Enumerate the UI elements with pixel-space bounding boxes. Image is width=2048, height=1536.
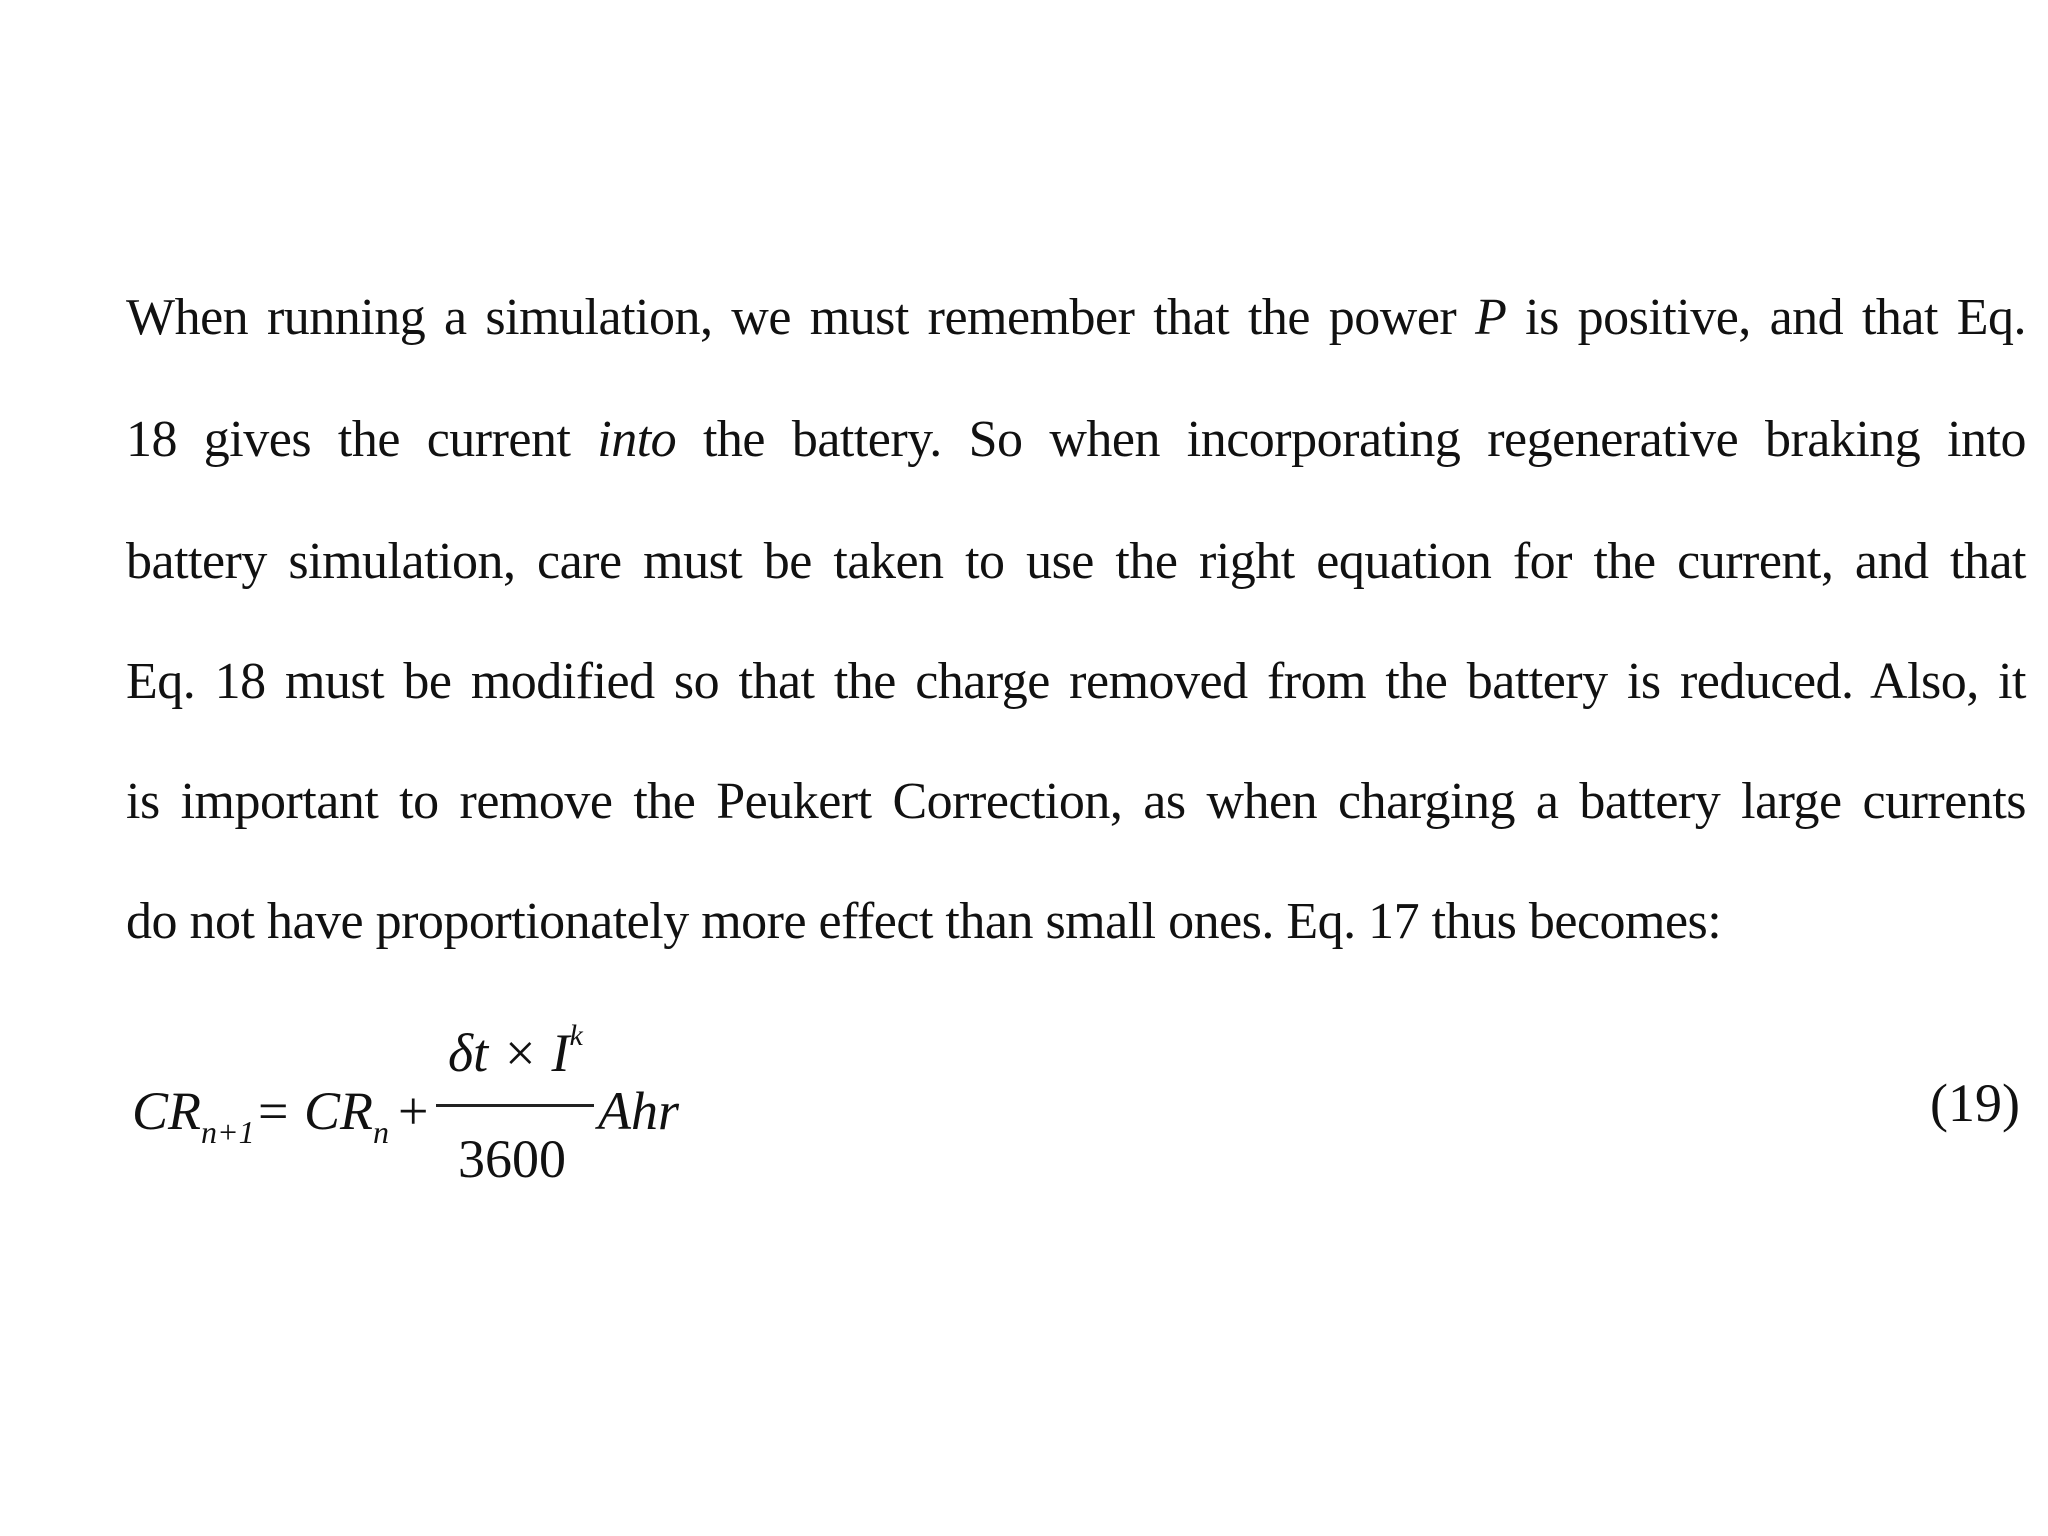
paragraph-line-2 xyxy=(126,410,2026,470)
charge-removed-symbol: CR xyxy=(132,1081,202,1141)
fraction-denominator: 3600 xyxy=(458,1129,566,1189)
equals-sign: = xyxy=(258,1081,289,1141)
unit-ahr: Ahr xyxy=(598,1081,679,1141)
charge-removed-symbol: CR xyxy=(304,1081,374,1141)
paragraph-line-4: Eq. 18 must be modified so that the charge removed from the battery is reduced. Also, it xyxy=(126,653,2026,710)
paragraph-line-1 xyxy=(126,288,2026,348)
equation-19 xyxy=(126,1020,2026,1200)
equation-number: (19) xyxy=(1930,1073,2020,1133)
text-run: is positive, and that Eq. xyxy=(1506,289,2026,346)
equation-lhs xyxy=(132,1080,255,1150)
fraction-numerator xyxy=(448,1019,583,1084)
text-run: the battery. So when incorporating regenerative braking into xyxy=(676,411,2027,468)
plus-sign: + xyxy=(398,1081,429,1141)
emphasis-into: into xyxy=(597,411,677,468)
paragraph-line-3: battery simulation, care must be taken to use the right equation for the current, and that xyxy=(126,533,2026,590)
fraction-bar xyxy=(436,1104,594,1107)
subscript-n: n xyxy=(373,1114,390,1150)
paragraph-line-6: do not have proportionately more effect than small ones. Eq. 17 thus becomes: xyxy=(126,893,1722,950)
equation-rhs-term xyxy=(304,1080,390,1150)
paragraph-line-5: is important to remove the Peukert Correction, as when charging a battery large currents xyxy=(126,773,2026,830)
text-run: When running a simulation, we must remember that the power xyxy=(126,289,1476,346)
subscript-n-plus-1: n+1 xyxy=(201,1114,255,1150)
peukert-exponent: k xyxy=(569,1019,583,1052)
numerator-text: δt × I xyxy=(448,1023,570,1083)
power-variable: P xyxy=(1475,289,1507,346)
text-run: 18 gives the current xyxy=(126,411,598,468)
